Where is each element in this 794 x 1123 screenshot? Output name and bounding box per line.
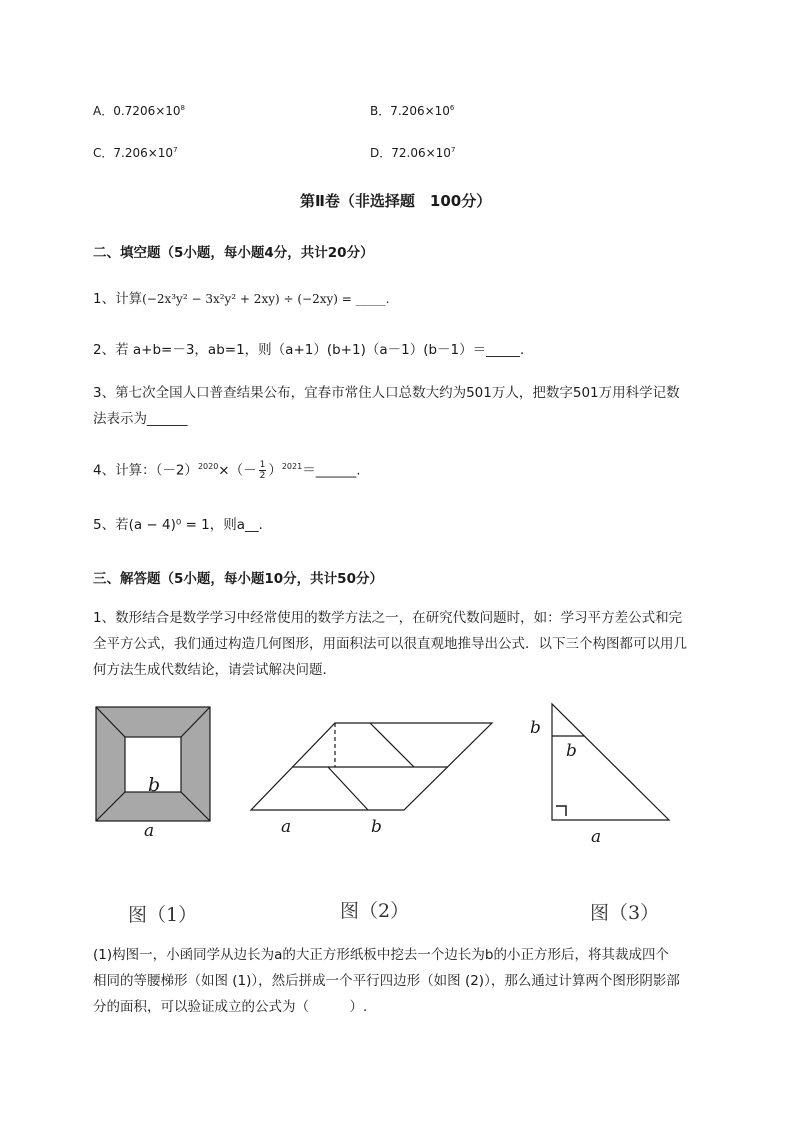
fill-q4-mid: ×（－: [218, 462, 257, 479]
fig3-label-b-top: b: [530, 718, 541, 738]
solve-intro-line-3: 何方法生成代数结论，请尝试解决问题．: [93, 662, 336, 678]
option-c-mantissa: 7.206×10: [113, 146, 174, 160]
figure-2-caption: 图（2）: [340, 900, 410, 922]
option-c-label: C．: [93, 146, 114, 160]
fig3-right-angle-mark: [556, 806, 566, 816]
part-2-title: 第Ⅱ卷（非选择题 100分）: [300, 192, 492, 210]
figure-3-caption: 图（3）: [590, 902, 660, 924]
fill-q4-denominator: 2: [259, 471, 266, 481]
fill-question-5: 5、若(a − 4)⁰ = 1，则a__.: [93, 517, 263, 533]
section-3-title: 三、解答题（5小题，每小题10分，共计50分）: [93, 571, 383, 587]
fill-question-3-line-2: 法表示为______: [93, 411, 188, 427]
figure-2-diagram: [248, 720, 496, 838]
option-a-exponent: 8: [180, 104, 185, 112]
fill-q4-prefix: 4、计算：（－2）: [93, 462, 198, 479]
solve-part1-line-3: 分的面积，可以验证成立的公式为（ ）.: [93, 999, 368, 1015]
fill-q4-suffix: ＝______.: [302, 462, 361, 479]
fill-question-3-line-1: 3、第七次全国人口普查结果公布，宜春市常住人口总数大约为501万人，把数字501万用科学记数: [93, 385, 680, 401]
fig3-triangle: [552, 704, 669, 820]
option-b-exponent: 6: [449, 104, 455, 112]
option-b[interactable]: [370, 102, 454, 119]
fig2-upper-cut: [370, 723, 414, 767]
fig2-label-a: a: [281, 817, 292, 837]
figure-1-diagram: [92, 703, 217, 838]
fill-question-2: 2、若 a+b=－3，ab=1，则（a+1）(b+1)（a－1）(b－1）＝_____.: [93, 342, 525, 358]
fill-q1-expression: (−2x³y² − 3x²y² + 2xy) ÷ (−2xy) = _____.: [142, 292, 390, 306]
fig1-label-a: a: [144, 821, 155, 838]
fill-q4-exponent-1: 2020: [197, 462, 219, 471]
option-a-label: A．: [93, 104, 114, 118]
fill-q4-exponent-2: 2021: [281, 462, 303, 471]
solve-part1-line-2: 相同的等腰梯形（如图 (1)），然后拼成一个平行四边形（如图 (2)），那么通过计算两个图形阴影部: [93, 973, 680, 989]
option-d-label: D．: [370, 146, 392, 160]
fill-q4-close: ）: [268, 462, 282, 479]
option-d-exponent: 7: [450, 146, 456, 154]
fig1-label-b: b: [148, 774, 161, 796]
option-d[interactable]: [370, 144, 455, 161]
figure-1-caption: 图（1）: [128, 904, 198, 926]
option-d-mantissa: 72.06×10: [391, 146, 451, 160]
fig2-label-b: b: [371, 817, 382, 837]
fill-question-1: [93, 286, 389, 312]
option-a-mantissa: 0.7206×10: [113, 104, 181, 118]
option-c-exponent: 7: [173, 146, 178, 154]
solve-part1-line-1: (1)构图一，小函同学从边长为a的大正方形纸板中挖去一个边长为b的小正方形后，将其裁成四个: [93, 947, 669, 963]
solve-question-1-intro: [93, 605, 743, 683]
option-b-label: B．: [370, 104, 391, 118]
option-c[interactable]: [93, 144, 178, 161]
option-b-mantissa: 7.206×10: [390, 104, 450, 118]
fig3-label-a: a: [591, 827, 602, 847]
solve-intro-line-1: 1、数形结合是数学学习中经常使用的数学方法之一，在研究代数问题时，如：学习平方差公式和完: [93, 610, 683, 626]
fill-question-4: [93, 454, 361, 484]
section-2-title: 二、填空题（5小题，每小题4分，共计20分）: [93, 245, 374, 261]
solve-intro-line-2: 全平方公式，我们通过构造几何图形，用面积法可以很直观地推导出公式．以下三个构图都可以用几: [93, 636, 687, 652]
fill-q4-numerator: 1: [259, 460, 266, 470]
option-a[interactable]: [93, 102, 185, 119]
figure-3-diagram: [526, 700, 676, 848]
fig3-label-b-inner: b: [566, 741, 577, 761]
fill-q1-prefix: 1、计算: [93, 291, 143, 307]
fill-q4-fraction: [259, 460, 267, 481]
solve-question-1-part-1: [93, 942, 743, 1020]
fig2-lower-cut: [328, 767, 368, 810]
